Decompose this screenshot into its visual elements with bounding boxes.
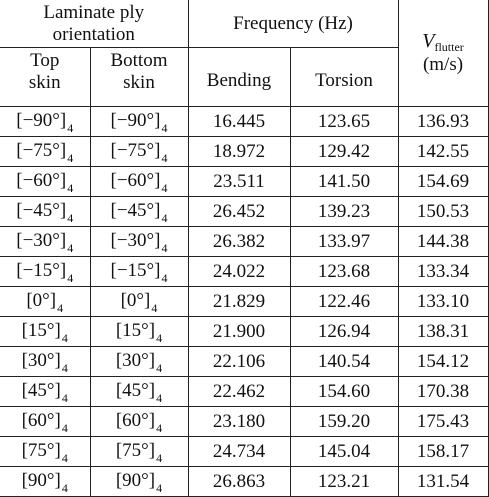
top-skin-cell xyxy=(0,137,90,167)
top-skin-cell xyxy=(0,467,90,497)
top-skin-cell xyxy=(0,407,90,437)
bending-frequency-cell: 16.445 xyxy=(188,107,290,137)
top-skin-cell xyxy=(0,317,90,347)
top-skin-cell-subscript: 4 xyxy=(61,481,68,495)
torsion-frequency-cell: 141.50 xyxy=(290,167,398,197)
top-skin-cell xyxy=(0,257,90,287)
bottom-skin-cell-angle: [30°] xyxy=(115,350,156,371)
top-skin-cell xyxy=(0,227,90,257)
bottom-skin-cell xyxy=(90,347,188,377)
torsion-frequency-cell: 123.21 xyxy=(290,467,398,497)
torsion-frequency-cell: 126.94 xyxy=(290,317,398,347)
top-skin-cell-angle: [60°] xyxy=(21,410,61,431)
torsion-frequency-cell: 129.42 xyxy=(290,137,398,167)
bottom-skin-cell-angle: [90°] xyxy=(115,470,156,491)
top-skin-cell xyxy=(0,197,90,227)
top-skin-cell-angle: [−90°] xyxy=(16,110,67,131)
bottom-skin-cell-angle: [−90°] xyxy=(110,110,161,131)
top-skin-cell-angle: [−75°] xyxy=(16,140,67,161)
top-skin-cell-subscript: 4 xyxy=(61,331,68,345)
top-skin-cell-angle: [0°] xyxy=(26,290,57,311)
vflutter-cell: 170.38 xyxy=(398,377,488,407)
torsion-header: Torsion xyxy=(290,48,398,107)
top-skin-line2: skin xyxy=(28,72,61,93)
table-row xyxy=(0,437,488,467)
top-skin-cell xyxy=(0,437,90,467)
torsion-frequency-cell: 140.54 xyxy=(290,347,398,377)
top-skin-cell xyxy=(0,167,90,197)
table-row xyxy=(0,347,488,377)
bending-frequency-cell: 22.106 xyxy=(188,347,290,377)
bottom-skin-cell xyxy=(90,197,188,227)
torsion-frequency-cell: 122.46 xyxy=(290,287,398,317)
ply-orientation-header xyxy=(0,0,188,48)
top-skin-cell-angle: [−45°] xyxy=(16,200,67,221)
bottom-skin-cell xyxy=(90,437,188,467)
bottom-skin-cell-angle: [−60°] xyxy=(110,170,161,191)
bottom-skin-line2: skin xyxy=(123,72,155,93)
vflutter-cell: 133.34 xyxy=(398,257,488,287)
bottom-skin-cell xyxy=(90,167,188,197)
frequency-header: Frequency (Hz) xyxy=(188,0,398,48)
bending-frequency-cell: 24.734 xyxy=(188,437,290,467)
top-skin-cell-angle: [90°] xyxy=(21,470,61,491)
top-skin-cell xyxy=(0,107,90,137)
vflutter-cell: 154.69 xyxy=(398,167,488,197)
top-skin-cell xyxy=(0,377,90,407)
top-skin-cell-angle: [15°] xyxy=(21,320,61,341)
top-skin-cell-subscript: 4 xyxy=(67,271,74,285)
bottom-skin-cell-angle: [60°] xyxy=(115,410,156,431)
top-skin-cell-angle: [−30°] xyxy=(16,230,67,251)
torsion-frequency-cell: 159.20 xyxy=(290,407,398,437)
bottom-skin-cell xyxy=(90,257,188,287)
ply-orientation-line1: Laminate ply xyxy=(43,1,145,23)
table-row xyxy=(0,167,488,197)
bottom-skin-cell xyxy=(90,377,188,407)
top-skin-cell-subscript: 4 xyxy=(67,151,74,165)
bending-frequency-cell: 26.452 xyxy=(188,197,290,227)
torsion-frequency-cell: 145.04 xyxy=(290,437,398,467)
table-row xyxy=(0,227,488,257)
bottom-skin-cell-subscript: 4 xyxy=(161,181,168,195)
table-row xyxy=(0,467,488,497)
top-skin-cell-angle: [−60°] xyxy=(16,170,67,191)
vflutter-header xyxy=(398,0,488,107)
top-skin-cell-subscript: 4 xyxy=(67,211,74,225)
top-skin-line1: Top xyxy=(30,50,60,71)
bottom-skin-cell xyxy=(90,287,188,317)
bottom-skin-cell-subscript: 4 xyxy=(156,481,163,495)
bottom-skin-cell-angle: [−45°] xyxy=(110,200,161,221)
bottom-skin-cell-angle: [75°] xyxy=(115,440,156,461)
top-skin-cell-angle: [30°] xyxy=(21,350,61,371)
vflutter-subscript: flutter xyxy=(434,40,464,54)
top-skin-cell-subscript: 4 xyxy=(61,451,68,465)
bottom-skin-cell-angle: [45°] xyxy=(115,380,156,401)
bending-frequency-cell: 24.022 xyxy=(188,257,290,287)
top-skin-cell-subscript: 4 xyxy=(61,361,68,375)
vflutter-cell: 136.93 xyxy=(398,107,488,137)
top-skin-header xyxy=(0,48,90,107)
table-row xyxy=(0,197,488,227)
torsion-frequency-cell: 139.23 xyxy=(290,197,398,227)
bending-frequency-cell: 21.900 xyxy=(188,317,290,347)
bottom-skin-cell-subscript: 4 xyxy=(156,331,163,345)
bottom-skin-cell xyxy=(90,227,188,257)
table-row xyxy=(0,137,488,167)
bottom-skin-line1: Bottom xyxy=(110,50,168,71)
top-skin-cell-subscript: 4 xyxy=(61,391,68,405)
vflutter-cell: 133.10 xyxy=(398,287,488,317)
bending-frequency-cell: 22.462 xyxy=(188,377,290,407)
bending-frequency-cell: 23.180 xyxy=(188,407,290,437)
table-row xyxy=(0,377,488,407)
top-skin-cell-angle: [45°] xyxy=(21,380,61,401)
bottom-skin-cell-angle: [15°] xyxy=(115,320,156,341)
table-row xyxy=(0,107,488,137)
top-skin-cell-subscript: 4 xyxy=(67,241,74,255)
bending-frequency-cell: 18.972 xyxy=(188,137,290,167)
torsion-frequency-cell: 133.97 xyxy=(290,227,398,257)
vflutter-cell: 158.17 xyxy=(398,437,488,467)
table-row xyxy=(0,257,488,287)
bending-frequency-cell: 23.511 xyxy=(188,167,290,197)
bottom-skin-cell xyxy=(90,137,188,167)
top-skin-cell-subscript: 4 xyxy=(61,421,68,435)
table-body xyxy=(0,107,488,497)
table-row xyxy=(0,317,488,347)
table-row xyxy=(0,407,488,437)
vflutter-cell: 150.53 xyxy=(398,197,488,227)
bottom-skin-cell xyxy=(90,107,188,137)
vflutter-cell: 138.31 xyxy=(398,317,488,347)
top-skin-cell-subscript: 4 xyxy=(67,181,74,195)
table-row xyxy=(0,287,488,317)
bottom-skin-cell-subscript: 4 xyxy=(161,271,168,285)
bottom-skin-cell-subscript: 4 xyxy=(161,241,168,255)
top-skin-cell-subscript: 4 xyxy=(57,301,64,315)
bottom-skin-cell-angle: [−75°] xyxy=(110,140,161,161)
bottom-skin-cell-subscript: 4 xyxy=(161,151,168,165)
torsion-frequency-cell: 154.60 xyxy=(290,377,398,407)
bottom-skin-cell xyxy=(90,467,188,497)
bottom-skin-cell-angle: [0°] xyxy=(120,290,151,311)
bottom-skin-cell-subscript: 4 xyxy=(151,301,158,315)
vflutter-unit: (m/s) xyxy=(422,54,464,75)
bottom-skin-cell-subscript: 4 xyxy=(161,211,168,225)
vflutter-symbol: V xyxy=(422,30,435,52)
bottom-skin-header xyxy=(90,48,188,107)
vflutter-cell: 131.54 xyxy=(398,467,488,497)
bottom-skin-cell-subscript: 4 xyxy=(161,121,168,135)
torsion-frequency-cell: 123.65 xyxy=(290,107,398,137)
top-skin-cell-angle: [−15°] xyxy=(16,260,67,281)
top-skin-cell-subscript: 4 xyxy=(67,121,74,135)
top-skin-cell-angle: [75°] xyxy=(21,440,61,461)
vflutter-cell: 142.55 xyxy=(398,137,488,167)
bottom-skin-cell xyxy=(90,317,188,347)
bottom-skin-cell-angle: [−15°] xyxy=(110,260,161,281)
bottom-skin-cell-subscript: 4 xyxy=(156,421,163,435)
bottom-skin-cell-angle: [−30°] xyxy=(110,230,161,251)
bottom-skin-cell-subscript: 4 xyxy=(156,391,163,405)
vflutter-cell: 144.38 xyxy=(398,227,488,257)
bending-frequency-cell: 26.382 xyxy=(188,227,290,257)
bending-frequency-cell: 26.863 xyxy=(188,467,290,497)
bending-header: Bending xyxy=(188,48,290,107)
torsion-frequency-cell: 123.68 xyxy=(290,257,398,287)
bottom-skin-cell-subscript: 4 xyxy=(156,451,163,465)
top-skin-cell xyxy=(0,347,90,377)
bottom-skin-cell-subscript: 4 xyxy=(156,361,163,375)
vflutter-cell: 154.12 xyxy=(398,347,488,377)
ply-orientation-line2: orientation xyxy=(52,23,135,45)
bending-frequency-cell: 21.829 xyxy=(188,287,290,317)
top-skin-cell xyxy=(0,287,90,317)
vflutter-cell: 175.43 xyxy=(398,407,488,437)
bottom-skin-cell xyxy=(90,407,188,437)
header-row-1 xyxy=(0,0,488,48)
